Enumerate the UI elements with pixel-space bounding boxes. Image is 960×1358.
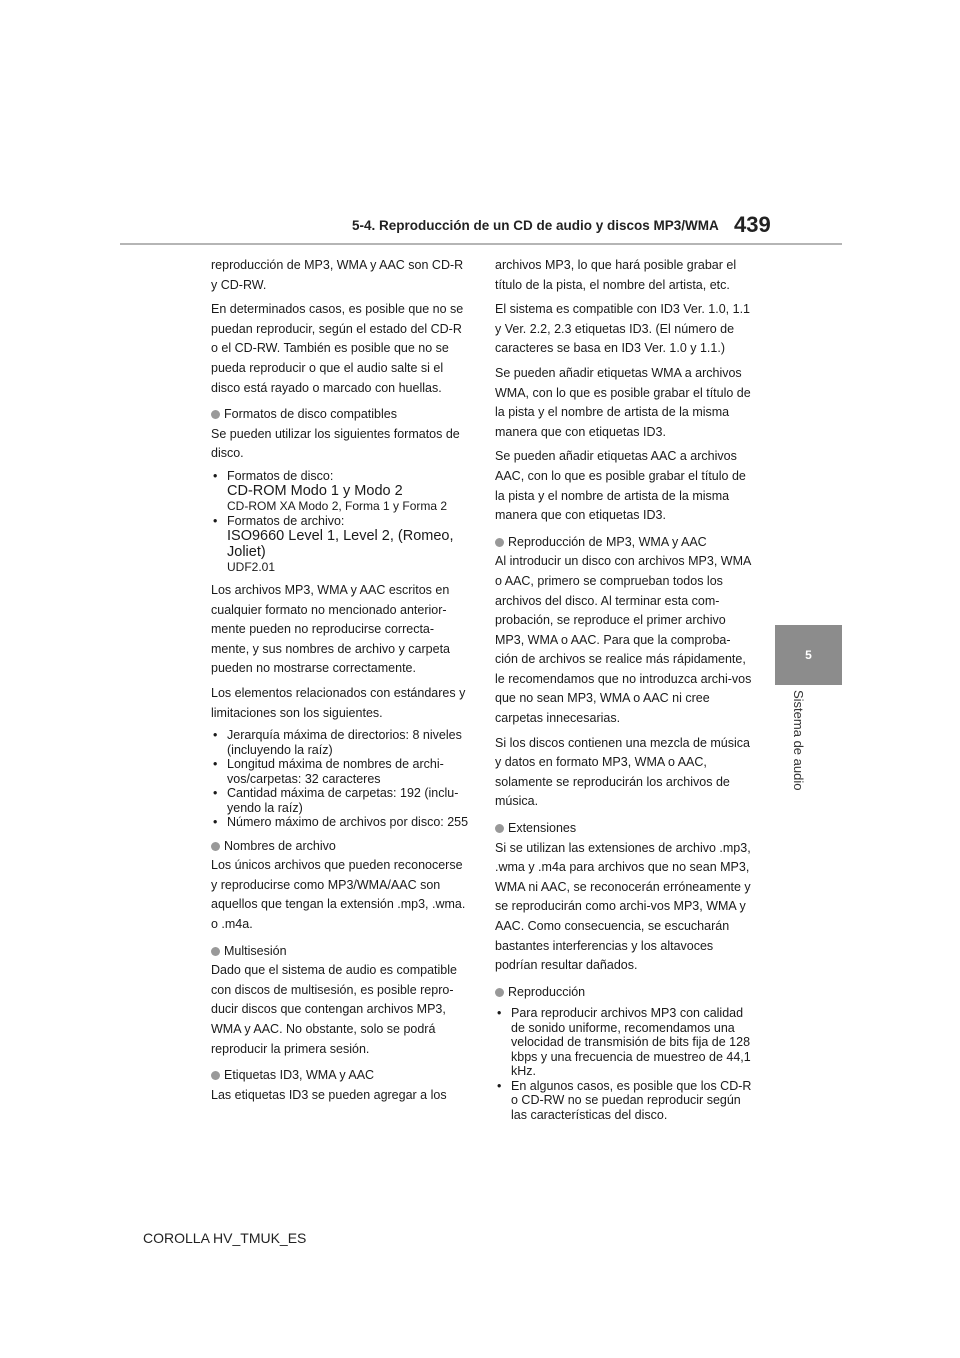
section-heading: Reproducción (508, 984, 586, 999)
list-item: • Longitud máxima de nombres de archi-vos/carpetas: 32 caracteres (211, 757, 469, 786)
list-item (211, 469, 469, 514)
paragraph: Las etiquetas ID3 se pueden agregar a los (211, 1087, 447, 1102)
limits-list (211, 728, 469, 830)
paragraph: Dado que el sistema de audio es compatible con discos de multisesión, es posible repro-ducir discos que contengan archivos MP3, WMA y AAC. No obstante, solo se podrá reproducir la primera sesión. (211, 963, 457, 1056)
paragraph: archivos MP3, lo que hará posible grabar el título de la pista, el nombre del artista, etc. (495, 258, 737, 292)
paragraph: Los elementos relacionados con estándares y limitaciones son los siguientes. (211, 685, 466, 720)
section-disc-formats (211, 405, 469, 829)
header-divider (120, 243, 842, 245)
section-playback (495, 983, 753, 1123)
list-item-value: CD-ROM XA Modo 2, Forma 1 y Forma 2 (227, 499, 448, 514)
playback-list (495, 1006, 753, 1122)
section-heading: Multisesión (224, 943, 287, 958)
list-item-label: Formatos de archivo: (227, 513, 345, 528)
section-playback-mp3 (495, 533, 753, 812)
paragraph: El sistema es compatible con ID3 Ver. 1.0, 1.1 y Ver. 2.2, 2.3 etiquetas ID3. (El número de caracteres se basa en ID3 Ver. 1.0 y 1.1.) (495, 302, 750, 356)
list-item-value: ISO9660 Level 1, Level 2, (Romeo, Joliet) (227, 528, 454, 561)
bullet-circle-icon (211, 410, 220, 419)
right-column (495, 256, 753, 1128)
page-number: 439 (734, 212, 771, 237)
list-item (211, 514, 469, 575)
section-heading: Etiquetas ID3, WMA y AAC (224, 1068, 375, 1083)
bullet-circle-icon (211, 1071, 220, 1080)
bullet-circle-icon (211, 947, 220, 956)
section-multisession (211, 942, 469, 1060)
bullet-circle-icon (495, 538, 504, 547)
section-heading: Formatos de disco compatibles (224, 407, 397, 422)
paragraph: En determinados casos, es posible que no se puedan reproducir, según el estado del CD-R o el CD-RW. También es posible que no se pueda reproducir o que el audio salte si el disco está rayado o marcado con huellas. (211, 302, 464, 395)
paragraph: Si se utilizan las extensiones de archivo .mp3, .wma y .m4a para archivos que no sean MP3, WMA ni AAC, se reconocerán erróneamente y se reproducirán como archi-vos MP3, WMA y AAC. Como consecuencia, se escucharán bastantes interferencias y los altavoces podrían resultar dañados. (495, 840, 751, 973)
section-title: 5-4. Reproducción de un CD de audio y discos MP3/WMA (352, 218, 719, 233)
bullet-circle-icon (495, 824, 504, 833)
paragraph: Los únicos archivos que pueden reconocerse y reproducirse como MP3/WMA/AAC son aquellos que tengan la extensión .mp3, .wma. o .m4a. (211, 858, 466, 931)
section-heading: Extensiones (508, 821, 577, 836)
chapter-label: Sistema de audio (791, 690, 806, 791)
list-item-label: Formatos de disco: (227, 468, 334, 483)
section-heading: Nombres de archivo (224, 838, 336, 853)
paragraph: Se pueden añadir etiquetas WMA a archivos WMA, con lo que es posible grabar el título de la pista y el nombre de artista de la misma manera que con etiquetas ID3. (495, 365, 751, 439)
list-item: • Número máximo de archivos por disco: 255 (211, 815, 469, 830)
list-item: • En algunos casos, es posible que los CD-R o CD-RW no se puedan reproducir según las características del disco. (495, 1079, 753, 1123)
paragraph: Se pueden añadir etiquetas AAC a archivos AAC, con lo que es posible grabar el título de la pista y el nombre de artista de la misma manera que con etiquetas ID3. (495, 449, 746, 523)
bullet-circle-icon (495, 988, 504, 997)
paragraph: Si los discos contienen una mezcla de música y datos en formato MP3, WMA o AAC, solamente se reproducirán los archivos de música. (495, 735, 750, 809)
document-footer: COROLLA HV_TMUK_ES (143, 1230, 307, 1246)
list-item: • Cantidad máxima de carpetas: 192 (inclu-yendo la raíz) (211, 786, 469, 815)
list-item-value: UDF2.01 (227, 560, 276, 575)
list-item: • Jerarquía máxima de directorios: 8 niveles (incluyendo la raíz) (211, 728, 469, 757)
paragraph: reproducción de MP3, WMA y AAC son CD-R y CD-RW. (211, 258, 464, 292)
format-list (211, 469, 469, 575)
section-file-names (211, 837, 469, 935)
paragraph: Al introducir un disco con archivos MP3, WMA o AAC, primero se comprueban todos los archivos del disco. Al terminar esta com-probación, se reproduce el primer archivo MP3, WMA o AAC. Para que la comproba-ción de archivos se realice más rápidamente, le recomendamos que no introduzca archi-vos que no sean MP3, WMA o AAC ni cree carpetas innecesarias. (495, 554, 752, 726)
paragraph: Los archivos MP3, WMA y AAC escritos en cualquier formato no mencionado anterior-mente pueden no reproducirse correcta-mente, y sus nombres de archivo y carpeta pueden no mostrarse correctamente. (211, 582, 451, 676)
paragraph: Se pueden utilizar los siguientes formatos de disco. (211, 426, 460, 461)
section-extensions (495, 819, 753, 976)
section-tags (211, 1066, 469, 1105)
bullet-circle-icon (211, 842, 220, 851)
list-item: • Para reproducir archivos MP3 con calidad de sonido uniforme, recomendamos una velocidad de transmisión de bits fija de 128 kbps y una frecuencia de muestreo de 44,1 kHz. (495, 1006, 753, 1079)
list-item-value: CD-ROM Modo 1 y Modo 2 (227, 483, 403, 500)
chapter-tab: 5 (775, 625, 842, 685)
section-heading: Reproducción de MP3, WMA y AAC (508, 534, 707, 549)
left-column (211, 256, 469, 1110)
